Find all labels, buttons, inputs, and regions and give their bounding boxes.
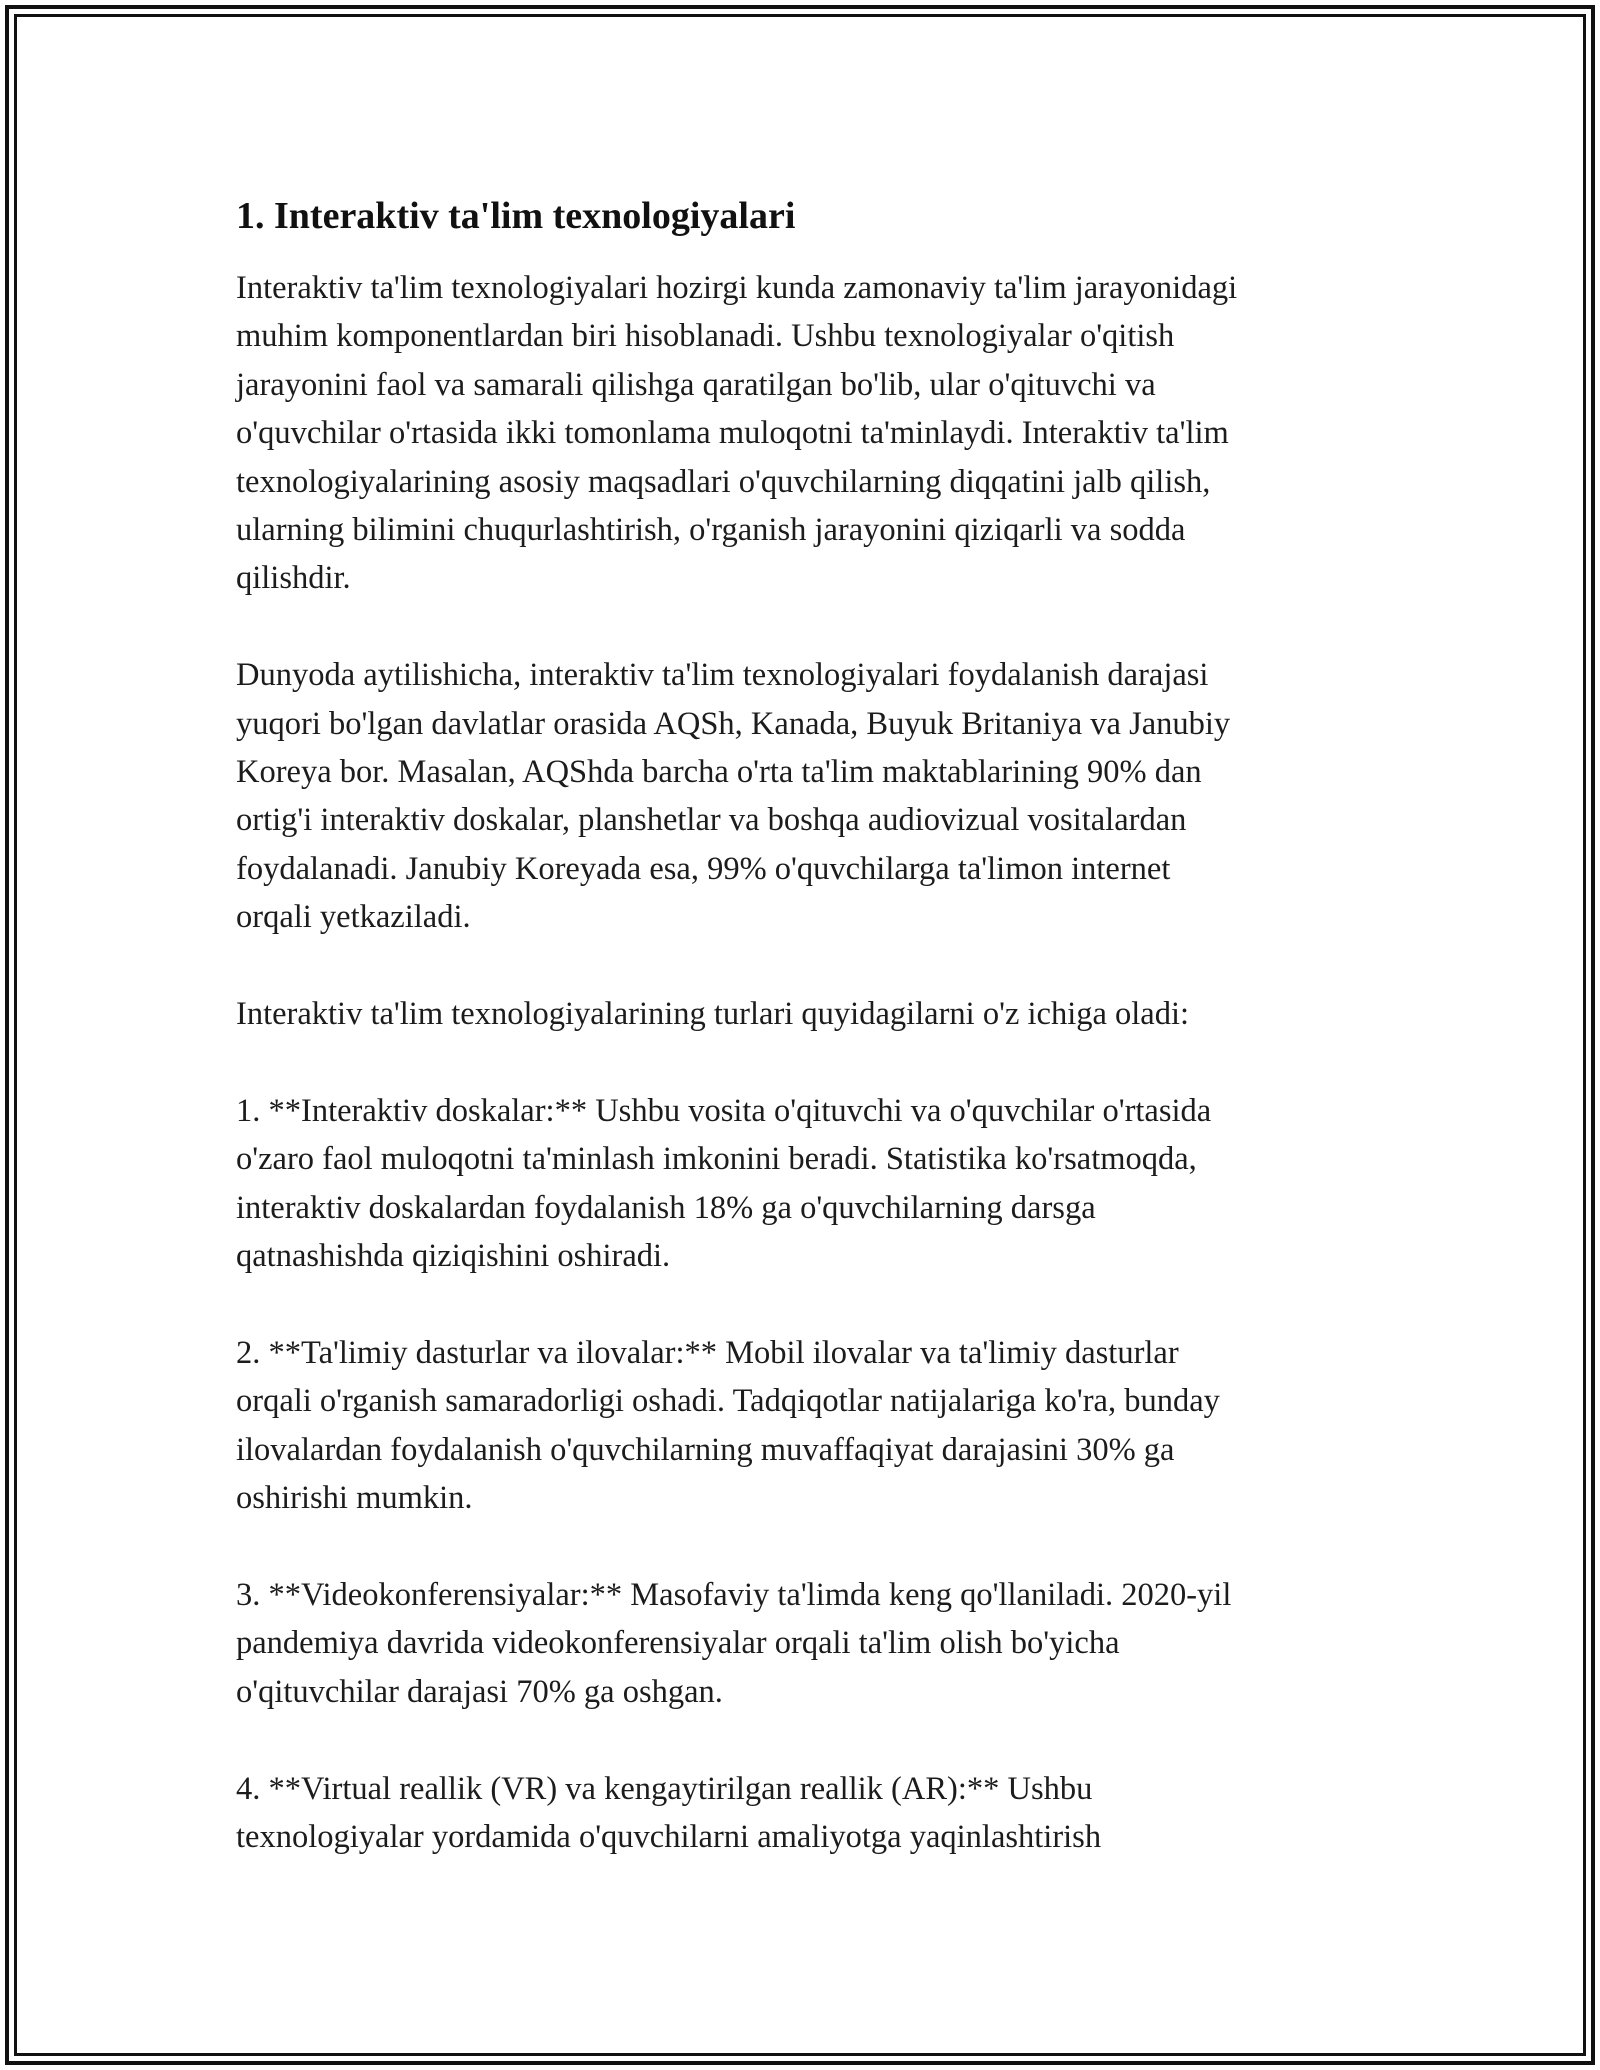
paragraph-spacer [236,1716,1386,1764]
section-heading: 1. Interaktiv ta'lim texnologiyalari [236,195,796,237]
paragraph-spacer [236,1280,1386,1328]
types-intro-paragraph: Interaktiv ta'lim texnologiyalarining turlari quyidagilarni o'z ichiga oladi: [236,996,1190,1033]
statistics-paragraph: Dunyoda aytilishicha, interaktiv ta'lim texnologiyalari foydalanish darajasi yuqori bo'lgan davlatlar orasida AQSh, Kanada, Buyuk Britaniya va Janubiy Koreya bor. Masalan, AQShda barcha o'rta ta'lim maktablarining 90% dan ortig'i interaktiv doskalar, planshetlar va boshqa audiovizual vositalardan foydalanadi. Janubiy Koreyada esa, 99% o'quvchilarga ta'limon internet orqali yetkaziladi. [236,657,1231,936]
list-item-videoconferencing: 3. **Videokonferensiyalar:** Masofaviy ta'limda keng qo'llaniladi. 2020-yil pandemiya davrida videokonferensiyalar orqali ta'lim olish bo'yicha o'qituvchilar darajasi 70% ga oshgan. [236,1576,1232,1710]
paragraph-spacer [236,603,1386,651]
document-body [236,188,1386,1861]
paragraph-spacer [236,1038,1386,1086]
list-item-educational-apps: 2. **Ta'limiy dasturlar va ilovalar:** Mobil ilovalar va ta'limiy dasturlar orqali o'rganish samaradorligi oshadi. Tadqiqotlar natijalariga ko'ra, bunday ilovalardan foydalanish o'quvchilarning muvaffaqiyat darajasini 30% ga oshirishi mumkin. [236,1334,1220,1517]
intro-paragraph: Interaktiv ta'lim texnologiyalari hozirgi kunda zamonaviy ta'lim jarayonidagi muhim komponentlardan biri hisoblanadi. Ushbu texnologiyalar o'qitish jarayonini faol va samarali qilishga qaratilgan bo'lib, ular o'qituvchi va o'quvchilar o'rtasida ikki tomonlama muloqotni ta'minlaydi. Interaktiv ta'lim texnologiyalarining asosiy maqsadlari o'quvchilarning diqqatini jalb qilish, ularning bilimini chuqurlashtirish, o'rganish jarayonini qiziqarli va sodda qilishdir. [236,270,1238,597]
paragraph-spacer [236,1523,1386,1571]
list-item-interactive-boards: 1. **Interaktiv doskalar:** Ushbu vosita o'qituvchi va o'quvchilar o'rtasida o'zaro faol muloqotni ta'minlash imkonini beradi. Statistika ko'rsatmoqda, interaktiv doskalardan foydalanish 18% ga o'quvchilarning darsga qatnashishda qiziqishini oshiradi. [236,1092,1212,1275]
list-item-vr-ar: 4. **Virtual reallik (VR) va kengaytirilgan reallik (AR):** Ushbu texnologiyalar yordamida o'quvchilarni amaliyotga yaqinlashtirish [236,1770,1102,1855]
paragraph-spacer [236,942,1386,990]
